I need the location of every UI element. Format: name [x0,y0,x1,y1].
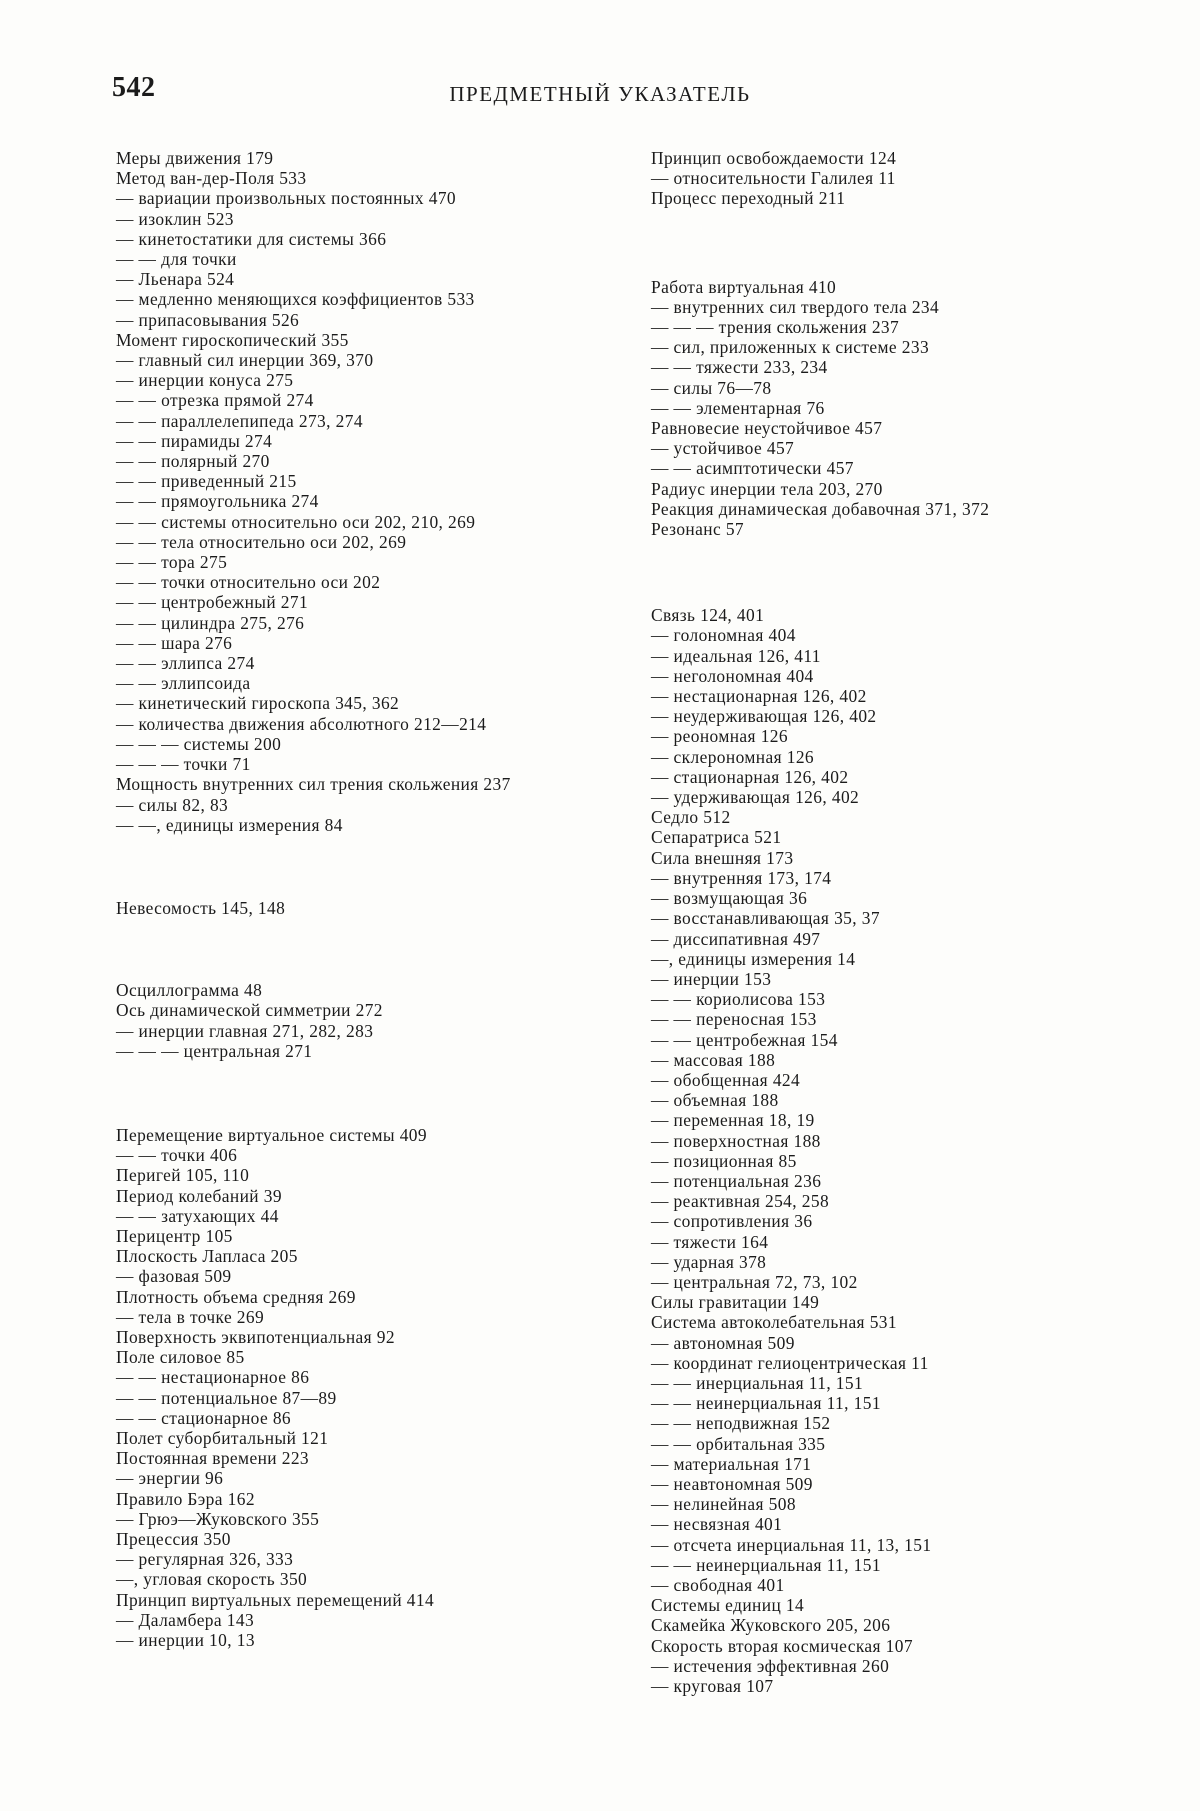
index-entry: Работа виртуальная 410 [651,276,837,297]
index-entry: — количества движения абсолютного 212—214 [116,713,487,734]
index-entry: — — — трения скольжения 237 [651,317,900,338]
index-entry: Реакция динамическая добавочная 371, 372 [651,498,990,519]
index-entry: — позиционная 85 [651,1150,797,1171]
index-entry: — реактивная 254, 258 [651,1191,830,1212]
index-entry: — неавтономная 509 [651,1473,813,1494]
index-entry: — — системы относительно оси 202, 210, 269 [116,511,476,532]
index-entry: — — — системы 200 [116,733,282,754]
index-entry: Плотность объема средняя 269 [116,1286,356,1307]
index-entry: — главный сил инерции 369, 370 [116,350,374,371]
index-section [651,148,1076,209]
index-entry: — силы 76—78 [651,377,772,398]
index-entry: — — центробежный 271 [116,592,309,613]
index-entry: — сопротивления 36 [651,1211,813,1232]
index-entry: Постоянная времени 223 [116,1448,310,1469]
index-entry: Невесомость 145, 148 [116,897,286,918]
index-entry: — — прямоугольника 274 [116,491,319,512]
index-entry: — потенциальная 236 [651,1170,822,1191]
index-entry: — обобщенная 424 [651,1069,801,1090]
index-entry: Принцип освобождаемости 124 [651,148,897,168]
index-entry: — —, единицы измерения 84 [116,814,343,835]
index-entry: — тела в точке 269 [116,1306,265,1327]
index-entry: Осциллограмма 48 [116,980,263,1001]
index-section [116,1125,611,1650]
index-entry: — Льенара 524 [116,269,235,290]
page-number: 542 [112,72,156,103]
index-entry: — — — центральная 271 [116,1040,313,1061]
index-entry: — — потенциальное 87—89 [116,1387,337,1408]
section-gap [651,209,1076,277]
index-entry: — автономная 509 [651,1332,795,1353]
index-entry: — кинетический гироскопа 345, 362 [116,693,400,714]
section-gap [116,1061,611,1125]
index-entry: — инерции 10, 13 [116,1630,255,1650]
index-entry: Поверхность эквипотенциальная 92 [116,1326,395,1347]
index-entry: — Даламбера 143 [116,1609,255,1630]
index-entry: — сил, приложенных к системе 233 [651,337,930,358]
index-entry: — кинетостатики для системы 366 [116,228,387,249]
index-entry: — склерономная 126 [651,746,815,767]
index-entry: — — полярный 270 [116,451,270,472]
index-entry: —, единицы измерения 14 [651,948,856,969]
index-entry: — инерции главная 271, 282, 283 [116,1020,374,1041]
index-entry: Прецессия 350 [116,1528,231,1549]
index-entry: Скамейка Жуковского 205, 206 [651,1615,891,1636]
index-entry: — несвязная 401 [651,1514,783,1535]
index-entry: — голономная 404 [651,625,796,646]
index-entry: — массовая 188 [651,1049,776,1070]
index-entry: Процесс переходный 211 [651,188,846,209]
index-entry: Скорость вторая космическая 107 [651,1635,913,1656]
section-gap [116,918,611,980]
index-entry: Радиус инерции тела 203, 270 [651,478,883,499]
index-section [116,980,611,1061]
index-entry: — — тела относительно оси 202, 269 [116,531,407,552]
index-entry: Период колебаний 39 [116,1185,282,1206]
index-entry: — — кориолисова 153 [651,989,826,1010]
index-entry: — центральная 72, 73, 102 [651,1271,858,1292]
index-entry: — материальная 171 [651,1453,812,1474]
index-entry: — диссипативная 497 [651,928,821,949]
index-entry: — — для точки [116,249,237,270]
index-entry: — — эллипса 274 [116,653,255,674]
index-entry: — — орбитальная 335 [651,1433,826,1454]
index-entry: — — переносная 153 [651,1009,817,1030]
index-entry: — — неинерциальная 11, 151 [651,1554,881,1575]
index-entry: — круговая 107 [651,1676,774,1697]
section-gap [116,835,611,898]
index-entry: Системы единиц 14 [651,1595,805,1616]
index-entry: — — тяжести 233, 234 [651,357,828,378]
index-entry: Связь 124, 401 [651,605,765,626]
index-entry: Система автоколебательная 531 [651,1312,897,1333]
index-entry: — ударная 378 [651,1251,767,1272]
index-entry: — — пирамиды 274 [116,430,273,451]
index-entry: — — элементарная 76 [651,397,825,418]
index-entry: Плоскость Лапласа 205 [116,1246,298,1267]
index-entry: — — неподвижная 152 [651,1413,831,1434]
index-entry: — неудерживающая 126, 402 [651,706,877,727]
index-entry: Резонанс 57 [651,519,745,540]
left-index-column [116,148,611,1650]
index-entry: — реономная 126 [651,726,788,747]
index-entry: — — отрезка прямой 274 [116,390,314,411]
index-entry: — припасовывания 526 [116,309,300,330]
index-entry: — — нестационарное 86 [116,1367,310,1388]
index-entry: — — цилиндра 275, 276 [116,612,305,633]
index-entry: Мощность внутренних сил трения скольжения 237 [116,774,511,795]
index-entry: — тяжести 164 [651,1231,769,1252]
index-entry: — — инерциальная 11, 151 [651,1372,864,1393]
index-entry: — нелинейная 508 [651,1494,796,1515]
index-entry: — — центробежная 154 [651,1029,838,1050]
index-entry: — объемная 188 [651,1090,779,1111]
index-entry: — — параллелепипеда 273, 274 [116,410,363,431]
index-entry: — — приведенный 215 [116,471,297,492]
index-section [651,277,1076,540]
index-entry: — свободная 401 [651,1575,785,1595]
index-entry: — — — точки 71 [116,754,251,775]
index-entry: — поверхностная 188 [651,1130,821,1151]
index-entry: — истечения эффективная 260 [651,1655,890,1676]
index-entry: Полет суборбитальный 121 [116,1427,329,1448]
index-entry: — координат гелиоцентрическая 11 [651,1352,929,1373]
section-gap [651,539,1076,605]
index-entry: Перемещение виртуальное системы 409 [116,1124,427,1145]
index-entry: — восстанавливающая 35, 37 [651,908,880,929]
index-entry: — силы 82, 83 [116,794,229,815]
index-entry: — — стационарное 86 [116,1407,292,1428]
right-index-column [651,148,1076,1696]
index-entry: — внутренняя 173, 174 [651,867,832,888]
index-entry: — неголономная 404 [651,665,814,686]
index-entry: — изоклин 523 [116,208,234,229]
index-entry: Метод ван-дер-Поля 533 [116,168,307,189]
index-entry: Поле силовое 85 [116,1347,245,1368]
index-entry: — — точки относительно оси 202 [116,572,381,593]
index-entry: — инерции конуса 275 [116,370,294,391]
index-entry: Принцип виртуальных перемещений 414 [116,1589,435,1610]
index-entry: — стационарная 126, 402 [651,766,849,787]
index-entry: — относительности Галилея 11 [651,168,896,189]
index-entry: — фазовая 509 [116,1266,232,1287]
index-entry: Меры движения 179 [116,148,274,168]
index-entry: Седло 512 [651,807,731,828]
index-entry: — регулярная 326, 333 [116,1549,294,1570]
index-section [116,148,611,835]
index-entry: — — тора 275 [116,552,228,573]
index-entry: Сепаратриса 521 [651,827,782,848]
index-section [116,898,611,918]
running-head: ПРЕДМЕТНЫЙ УКАЗАТЕЛЬ [449,82,751,106]
index-entry: — нестационарная 126, 402 [651,686,867,707]
index-entry: — — неинерциальная 11, 151 [651,1393,881,1414]
index-entry: — инерции 153 [651,968,772,989]
index-entry: Ось динамической симметрии 272 [116,1000,383,1021]
index-entry: — — эллипсоида [116,673,251,694]
index-entry: Момент гироскопический 355 [116,329,349,350]
index-entry: — внутренних сил твердого тела 234 [651,296,940,317]
index-entry: — вариации произвольных постоянных 470 [116,188,457,209]
index-entry: — медленно меняющихся коэффициентов 533 [116,289,475,310]
index-entry: Правило Бэра 162 [116,1488,255,1509]
index-entry: — — шара 276 [116,632,233,653]
index-entry: — переменная 18, 19 [651,1110,815,1131]
index-entry: — удерживающая 126, 402 [651,787,860,808]
index-entry: Сила внешняя 173 [651,847,794,868]
index-entry: Силы гравитации 149 [651,1292,820,1313]
index-entry: — идеальная 126, 411 [651,645,821,666]
index-entry: — энергии 96 [116,1468,224,1489]
index-entry: — возмущающая 36 [651,888,808,909]
index-entry: —, угловая скорость 350 [116,1569,308,1590]
index-entry: — отсчета инерциальная 11, 13, 151 [651,1534,932,1555]
index-entry: — — асимптотически 457 [651,458,854,479]
index-entry: — — затухающих 44 [116,1205,279,1226]
index-entry: — — точки 406 [116,1145,238,1166]
index-entry: — устойчивое 457 [651,438,795,459]
index-section [651,605,1076,1696]
index-entry: Равновесие неустойчивое 457 [651,418,883,439]
index-entry: Перигей 105, 110 [116,1165,250,1186]
index-entry: Перицентр 105 [116,1225,233,1246]
index-entry: — Грюэ—Жуковского 355 [116,1508,320,1529]
